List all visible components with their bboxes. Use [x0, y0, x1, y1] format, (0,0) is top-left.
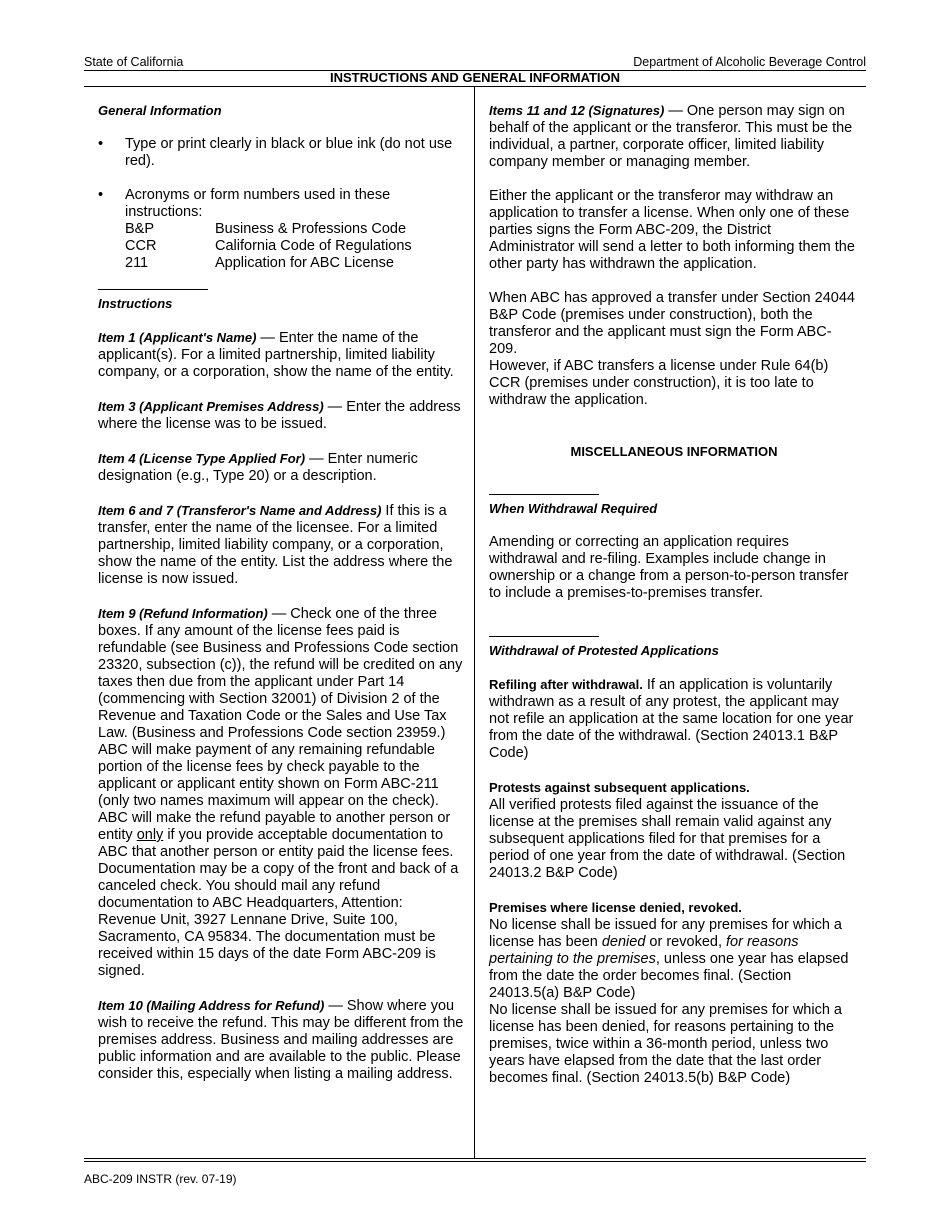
item-3-paragraph	[98, 398, 464, 433]
acronym-list	[125, 221, 464, 272]
item-4-paragraph	[98, 450, 464, 485]
refiling-text: If an application is voluntarily withdrawn as a result of any protest, the applicant may not refile an application at the same location for one year from the date of the withdrawal. (Section 24013.1 B&P Code)	[489, 677, 854, 761]
item-9-label: Item 9 (Refund Information)	[98, 606, 268, 621]
acronym-row	[125, 255, 464, 272]
item-10-text: — Show where you wish to receive the refund. This may be different from the premises address. Business and mailing addresses are public information and are available to the public. Please consider this, especially when listing a mailing address.	[98, 998, 464, 1082]
acronym-description: California Code of Regulations	[215, 238, 412, 254]
denied-label: Premises where license denied, revoked.	[489, 900, 742, 915]
acronym-description: Application for ABC License	[215, 255, 394, 271]
footer-rule	[84, 1161, 866, 1162]
footer-rule	[84, 1158, 866, 1159]
denied-text-2: or revoked,	[645, 934, 726, 950]
acronym-description: Business & Professions Code	[215, 221, 407, 237]
denied-text: No license shall be issued for any premises for which a license has been	[489, 917, 842, 950]
item-1-label: Item 1 (Applicant's Name)	[98, 330, 257, 345]
refiling-paragraph	[489, 676, 859, 762]
item-4-text: — Enter numeric designation (e.g., Type 20) or a description.	[98, 451, 418, 484]
item-6-7-label: Item 6 and 7 (Transferor's Name and Address)	[98, 503, 382, 518]
acronym-code: CCR	[125, 238, 157, 254]
item-11-12-paragraph	[489, 102, 859, 171]
premises-emphasis: for reasons pertaining to the premises	[489, 934, 799, 967]
bullet-item	[98, 136, 464, 170]
title-rule	[84, 86, 866, 87]
acronym-row	[125, 221, 464, 238]
general-information-heading: General Information	[98, 103, 222, 118]
construction-paragraph	[489, 290, 859, 409]
bullet-item	[98, 187, 464, 221]
item-9-text: — Check one of the three boxes. If any amount of the license fees paid is refundable (see Business and Professions Code section 23320, subsection (c)), the refund will be credited on any taxes then due from the applicant under Part 14 (commencing with Section 32001) of Division 2 of the Revenue and Taxation Code or the Sales and Use Tax Law. (Business and Professions Code section 23959.) ABC will make payment of any remaining refundable portion of the license fees by check payable to the applicant or applicant entity shown on Form ABC-211 (only two names maximum will appear on the check). ABC will make the refund payable to another person or entity	[98, 606, 463, 843]
item-3-label: Item 3 (Applicant Premises Address)	[98, 399, 324, 414]
protested-applications-heading: Withdrawal of Protested Applications	[489, 643, 719, 658]
protests-paragraph	[489, 779, 859, 882]
item-9-text-continued: if you provide acceptable documentation to ABC that another person or entity paid the license fees. Documentation may be a copy of the front and back of a canceled check. You should mail any refund documentation to ABC Headquarters, Attention: Revenue Unit, 3927 Lennane Drive, Suite 100, Sacramento, CA 95834. The documentation must be received within 15 days of the date Form ABC-209 is signed.	[98, 827, 459, 979]
item-4-label: Item 4 (License Type Applied For)	[98, 451, 306, 466]
section-separator	[489, 636, 599, 637]
construction-text: When ABC has approved a transfer under Section 24044 B&P Code (premises under construction), both the transferor and the applicant must sign the Form ABC-209.	[489, 290, 855, 357]
bullet-icon: •	[98, 136, 104, 152]
when-withdrawal-heading: When Withdrawal Required	[489, 501, 658, 516]
miscellaneous-heading: MISCELLANEOUS INFORMATION	[570, 444, 778, 459]
item-10-label: Item 10 (Mailing Address for Refund)	[98, 998, 325, 1013]
withdraw-paragraph: Either the applicant or the transferor may withdraw an application to transfer a license. When only one of these parties signs the Form ABC-209, the District Administrator will send a letter to both informing them the other party has withdrawn the application.	[489, 188, 855, 272]
item-11-12-label: Items 11 and 12 (Signatures)	[489, 103, 665, 118]
acronym-row	[125, 238, 464, 255]
when-withdrawal-text: Amending or correcting an application requires withdrawal and re-filing. Examples include change in ownership or a change from a person-to-person transfer to include a premises-to-premises transfer.	[489, 534, 849, 601]
form-revision-label: ABC-209 INSTR (rev. 07-19)	[84, 1172, 237, 1186]
page-title: INSTRUCTIONS AND GENERAL INFORMATION	[329, 70, 621, 85]
denied-text-3: , unless one year has elapsed from the date the order becomes final. (Section 24013.5(a) B&P Code)	[489, 951, 849, 1001]
item-1-paragraph	[98, 329, 464, 381]
bullet-text: Acronyms or form numbers used in these instructions:	[125, 187, 391, 220]
denied-twice-paragraph: No license shall be issued for any premises for which a license has been denied, for reasons pertaining to the premises, twice within a 36-month period, unless two years have elapsed from the date that the last order becomes final. (Section 24013.5(b) B&P Code)	[489, 1002, 842, 1086]
department-label: Department of Alcoholic Beverage Control	[633, 55, 866, 69]
denied-paragraph	[489, 899, 859, 1002]
only-emphasis: only	[136, 827, 164, 843]
right-column	[489, 102, 859, 1104]
item-6-7-text: If this is a transfer, enter the name of the licensee. For a limited partnership, limited liability company, or a corporation, show the name of the entity. List the address where the license is now issued.	[98, 503, 453, 587]
item-10-paragraph	[98, 997, 464, 1083]
item-6-7-paragraph	[98, 502, 464, 588]
refiling-label: Refiling after withdrawal.	[489, 677, 643, 692]
state-label: State of California	[84, 55, 184, 69]
protests-label: Protests against subsequent applications.	[489, 780, 750, 795]
instructions-heading: Instructions	[98, 296, 173, 311]
denied-emphasis: denied	[601, 934, 646, 950]
section-separator	[98, 289, 208, 290]
acronym-code: B&P	[125, 221, 155, 237]
column-divider	[474, 87, 475, 1159]
general-bullet-list	[98, 136, 464, 221]
rule-64b-text: However, if ABC transfers a license under Rule 64(b) CCR (premises under construction), it is too late to withdraw the application.	[489, 358, 829, 408]
protests-text: All verified protests filed against the issuance of the license at the premises shall remain valid against any subsequent applications filed for that premises for a period of one year from the date of withdrawal. (Section 24013.2 B&P Code)	[489, 797, 846, 881]
item-3-text: — Enter the address where the license was to be issued.	[98, 399, 461, 432]
acronym-code: 211	[125, 255, 149, 271]
bullet-icon: •	[98, 187, 104, 203]
item-11-12-text: — One person may sign on behalf of the applicant or the transferor. This must be the individual, a partner, corporate officer, limited liability company member or managing member.	[489, 103, 853, 170]
left-column	[98, 102, 464, 1100]
section-separator	[489, 494, 599, 495]
item-1-text: — Enter the name of the applicant(s). For a limited partnership, limited liability company, or a corporation, show the name of the entity.	[98, 330, 454, 380]
item-9-paragraph	[98, 605, 464, 980]
bullet-text: Type or print clearly in black or blue ink (do not use red).	[125, 136, 453, 169]
